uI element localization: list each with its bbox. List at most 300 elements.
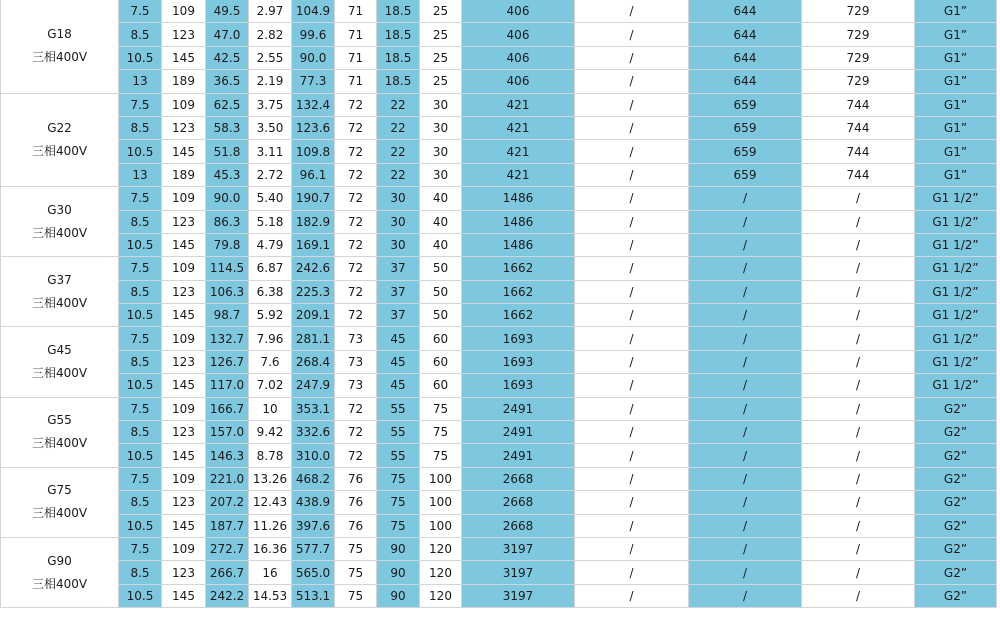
cell-pressure: 10.5 bbox=[119, 140, 162, 163]
cell-col-3: 58.3 bbox=[206, 116, 249, 139]
cell-flow: 123 bbox=[162, 210, 206, 233]
model-phase: 三相400V bbox=[31, 143, 88, 158]
cell-pressure: 7.5 bbox=[119, 537, 162, 560]
cell-col-9: 2668 bbox=[462, 467, 575, 490]
cell-col-9: 1662 bbox=[462, 304, 575, 327]
cell-col-7: 75 bbox=[377, 514, 420, 537]
table-row bbox=[1, 350, 997, 373]
model-cell bbox=[1, 327, 119, 397]
cell-pressure: 10.5 bbox=[119, 46, 162, 69]
cell-col-3: 117.0 bbox=[206, 374, 249, 397]
cell-col-10: / bbox=[575, 350, 689, 373]
cell-col-5: 332.6 bbox=[292, 421, 335, 444]
cell-col-8: 75 bbox=[420, 421, 462, 444]
model-name: G18 bbox=[47, 27, 72, 42]
cell-col-10: / bbox=[575, 70, 689, 93]
cell-col-10: / bbox=[575, 491, 689, 514]
cell-col-4: 4.79 bbox=[249, 233, 292, 256]
cell-col-11: 659 bbox=[689, 140, 802, 163]
model-name: G90 bbox=[47, 553, 72, 568]
cell-col-11: / bbox=[689, 374, 802, 397]
cell-col-8: 30 bbox=[420, 163, 462, 186]
table-row bbox=[1, 514, 997, 537]
cell-col-10: / bbox=[575, 561, 689, 584]
cell-col-7: 75 bbox=[377, 467, 420, 490]
cell-col-8: 30 bbox=[420, 116, 462, 139]
cell-col-9: 2668 bbox=[462, 514, 575, 537]
cell-col-5: 513.1 bbox=[292, 584, 335, 607]
cell-col-7: 18.5 bbox=[377, 70, 420, 93]
cell-col-4: 12.43 bbox=[249, 491, 292, 514]
cell-pressure: 10.5 bbox=[119, 374, 162, 397]
cell-col-11: 644 bbox=[689, 70, 802, 93]
cell-col-5: 182.9 bbox=[292, 210, 335, 233]
cell-col-9: 1486 bbox=[462, 233, 575, 256]
table-row bbox=[1, 444, 997, 467]
cell-col-12: 729 bbox=[802, 70, 915, 93]
cell-col-5: 438.9 bbox=[292, 491, 335, 514]
cell-pressure: 13 bbox=[119, 163, 162, 186]
cell-col-11: 644 bbox=[689, 0, 802, 23]
cell-col-6: 73 bbox=[335, 374, 377, 397]
cell-col-3: 272.7 bbox=[206, 537, 249, 560]
cell-col-7: 45 bbox=[377, 374, 420, 397]
cell-col-4: 3.50 bbox=[249, 116, 292, 139]
cell-col-12: / bbox=[802, 187, 915, 210]
cell-col-6: 71 bbox=[335, 23, 377, 46]
table-row bbox=[1, 140, 997, 163]
cell-col-12: / bbox=[802, 397, 915, 420]
cell-col-10: / bbox=[575, 467, 689, 490]
cell-flow: 109 bbox=[162, 0, 206, 23]
cell-flow: 109 bbox=[162, 537, 206, 560]
cell-col-5: 190.7 bbox=[292, 187, 335, 210]
cell-pressure: 8.5 bbox=[119, 116, 162, 139]
cell-outlet: G1 1/2” bbox=[915, 257, 997, 280]
model-cell bbox=[1, 0, 119, 93]
cell-col-6: 75 bbox=[335, 537, 377, 560]
cell-col-7: 22 bbox=[377, 163, 420, 186]
cell-pressure: 7.5 bbox=[119, 467, 162, 490]
cell-col-3: 132.7 bbox=[206, 327, 249, 350]
cell-outlet: G1 1/2” bbox=[915, 280, 997, 303]
cell-flow: 109 bbox=[162, 93, 206, 116]
model-phase: 三相400V bbox=[31, 295, 88, 310]
cell-col-10: / bbox=[575, 514, 689, 537]
cell-outlet: G1” bbox=[915, 0, 997, 23]
cell-col-3: 266.7 bbox=[206, 561, 249, 584]
cell-col-9: 1693 bbox=[462, 327, 575, 350]
model-phase: 三相400V bbox=[31, 436, 88, 451]
cell-pressure: 10.5 bbox=[119, 304, 162, 327]
cell-col-8: 120 bbox=[420, 561, 462, 584]
cell-col-9: 406 bbox=[462, 46, 575, 69]
cell-flow: 109 bbox=[162, 187, 206, 210]
cell-col-10: / bbox=[575, 584, 689, 607]
cell-col-5: 209.1 bbox=[292, 304, 335, 327]
cell-col-5: 169.1 bbox=[292, 233, 335, 256]
cell-col-12: / bbox=[802, 374, 915, 397]
table-row bbox=[1, 421, 997, 444]
cell-col-4: 3.75 bbox=[249, 93, 292, 116]
cell-outlet: G1 1/2” bbox=[915, 327, 997, 350]
cell-col-10: / bbox=[575, 257, 689, 280]
cell-outlet: G2” bbox=[915, 421, 997, 444]
cell-col-11: / bbox=[689, 210, 802, 233]
cell-col-7: 30 bbox=[377, 210, 420, 233]
cell-col-11: 644 bbox=[689, 23, 802, 46]
model-name: G37 bbox=[47, 272, 72, 287]
cell-col-11: / bbox=[689, 561, 802, 584]
cell-col-12: 729 bbox=[802, 23, 915, 46]
model-cell bbox=[1, 537, 119, 607]
table-row bbox=[1, 561, 997, 584]
cell-pressure: 7.5 bbox=[119, 257, 162, 280]
cell-col-3: 166.7 bbox=[206, 397, 249, 420]
cell-col-6: 72 bbox=[335, 140, 377, 163]
cell-pressure: 8.5 bbox=[119, 561, 162, 584]
cell-col-11: / bbox=[689, 304, 802, 327]
cell-col-5: 132.4 bbox=[292, 93, 335, 116]
cell-flow: 109 bbox=[162, 257, 206, 280]
cell-col-8: 30 bbox=[420, 93, 462, 116]
cell-col-4: 5.92 bbox=[249, 304, 292, 327]
cell-col-10: / bbox=[575, 23, 689, 46]
cell-flow: 123 bbox=[162, 350, 206, 373]
cell-col-4: 16 bbox=[249, 561, 292, 584]
model-cell bbox=[1, 397, 119, 467]
model-phase: 三相400V bbox=[31, 366, 88, 381]
cell-col-6: 72 bbox=[335, 210, 377, 233]
cell-col-3: 146.3 bbox=[206, 444, 249, 467]
cell-col-5: 281.1 bbox=[292, 327, 335, 350]
cell-flow: 123 bbox=[162, 280, 206, 303]
cell-col-8: 40 bbox=[420, 233, 462, 256]
table-row bbox=[1, 187, 997, 210]
cell-pressure: 8.5 bbox=[119, 421, 162, 444]
table-row bbox=[1, 491, 997, 514]
cell-col-6: 73 bbox=[335, 350, 377, 373]
cell-col-3: 62.5 bbox=[206, 93, 249, 116]
cell-col-3: 90.0 bbox=[206, 187, 249, 210]
table-row bbox=[1, 537, 997, 560]
cell-col-9: 421 bbox=[462, 93, 575, 116]
cell-outlet: G1” bbox=[915, 23, 997, 46]
cell-col-9: 421 bbox=[462, 163, 575, 186]
table-row bbox=[1, 467, 997, 490]
cell-col-11: / bbox=[689, 397, 802, 420]
cell-col-6: 72 bbox=[335, 444, 377, 467]
cell-col-7: 18.5 bbox=[377, 46, 420, 69]
cell-col-7: 37 bbox=[377, 304, 420, 327]
table-row bbox=[1, 233, 997, 256]
cell-pressure: 10.5 bbox=[119, 514, 162, 537]
cell-col-5: 90.0 bbox=[292, 46, 335, 69]
table-row bbox=[1, 46, 997, 69]
cell-outlet: G1 1/2” bbox=[915, 350, 997, 373]
cell-col-4: 5.40 bbox=[249, 187, 292, 210]
cell-col-11: 644 bbox=[689, 46, 802, 69]
cell-col-5: 247.9 bbox=[292, 374, 335, 397]
cell-col-7: 55 bbox=[377, 421, 420, 444]
table-row bbox=[1, 210, 997, 233]
cell-pressure: 8.5 bbox=[119, 491, 162, 514]
cell-col-8: 30 bbox=[420, 140, 462, 163]
cell-flow: 145 bbox=[162, 233, 206, 256]
table-row bbox=[1, 397, 997, 420]
table-row bbox=[1, 23, 997, 46]
cell-flow: 145 bbox=[162, 514, 206, 537]
cell-col-9: 3197 bbox=[462, 537, 575, 560]
table-row bbox=[1, 374, 997, 397]
cell-pressure: 13 bbox=[119, 70, 162, 93]
cell-outlet: G2” bbox=[915, 584, 997, 607]
cell-col-10: / bbox=[575, 397, 689, 420]
model-cell bbox=[1, 257, 119, 327]
cell-outlet: G1 1/2” bbox=[915, 210, 997, 233]
cell-col-11: / bbox=[689, 514, 802, 537]
table-row bbox=[1, 280, 997, 303]
cell-col-12: 744 bbox=[802, 93, 915, 116]
cell-col-8: 100 bbox=[420, 467, 462, 490]
cell-col-6: 76 bbox=[335, 467, 377, 490]
cell-col-6: 72 bbox=[335, 304, 377, 327]
cell-col-12: / bbox=[802, 561, 915, 584]
table-row bbox=[1, 93, 997, 116]
cell-col-4: 2.55 bbox=[249, 46, 292, 69]
cell-col-9: 406 bbox=[462, 23, 575, 46]
cell-col-12: / bbox=[802, 467, 915, 490]
cell-col-12: / bbox=[802, 444, 915, 467]
cell-col-11: / bbox=[689, 280, 802, 303]
cell-col-5: 565.0 bbox=[292, 561, 335, 584]
table-row bbox=[1, 163, 997, 186]
cell-col-8: 120 bbox=[420, 584, 462, 607]
cell-pressure: 8.5 bbox=[119, 350, 162, 373]
cell-col-4: 14.53 bbox=[249, 584, 292, 607]
cell-col-7: 30 bbox=[377, 187, 420, 210]
cell-col-9: 1693 bbox=[462, 374, 575, 397]
cell-col-11: / bbox=[689, 584, 802, 607]
cell-col-6: 73 bbox=[335, 327, 377, 350]
cell-col-3: 98.7 bbox=[206, 304, 249, 327]
cell-pressure: 7.5 bbox=[119, 93, 162, 116]
cell-col-10: / bbox=[575, 187, 689, 210]
cell-col-6: 76 bbox=[335, 491, 377, 514]
cell-col-11: 659 bbox=[689, 93, 802, 116]
cell-col-6: 75 bbox=[335, 584, 377, 607]
cell-col-5: 468.2 bbox=[292, 467, 335, 490]
cell-col-8: 50 bbox=[420, 257, 462, 280]
cell-col-10: / bbox=[575, 304, 689, 327]
cell-flow: 123 bbox=[162, 491, 206, 514]
cell-col-8: 25 bbox=[420, 70, 462, 93]
model-name: G22 bbox=[47, 120, 72, 135]
cell-col-6: 72 bbox=[335, 280, 377, 303]
cell-pressure: 10.5 bbox=[119, 584, 162, 607]
model-cell bbox=[1, 187, 119, 257]
cell-flow: 145 bbox=[162, 140, 206, 163]
cell-col-9: 3197 bbox=[462, 561, 575, 584]
cell-col-6: 72 bbox=[335, 93, 377, 116]
cell-col-4: 6.87 bbox=[249, 257, 292, 280]
cell-col-12: / bbox=[802, 537, 915, 560]
cell-col-4: 2.97 bbox=[249, 0, 292, 23]
cell-col-10: / bbox=[575, 46, 689, 69]
cell-col-9: 1693 bbox=[462, 350, 575, 373]
cell-col-5: 104.9 bbox=[292, 0, 335, 23]
cell-col-10: / bbox=[575, 280, 689, 303]
cell-col-9: 406 bbox=[462, 0, 575, 23]
spec-table-body bbox=[1, 0, 997, 608]
cell-col-12: / bbox=[802, 304, 915, 327]
cell-col-11: / bbox=[689, 350, 802, 373]
cell-col-10: / bbox=[575, 374, 689, 397]
cell-outlet: G2” bbox=[915, 467, 997, 490]
cell-col-9: 1486 bbox=[462, 187, 575, 210]
cell-col-12: / bbox=[802, 210, 915, 233]
cell-col-4: 7.02 bbox=[249, 374, 292, 397]
cell-col-4: 5.18 bbox=[249, 210, 292, 233]
cell-col-5: 99.6 bbox=[292, 23, 335, 46]
cell-outlet: G1” bbox=[915, 116, 997, 139]
cell-col-7: 30 bbox=[377, 233, 420, 256]
table-row bbox=[1, 0, 997, 23]
cell-col-5: 77.3 bbox=[292, 70, 335, 93]
model-cell bbox=[1, 93, 119, 187]
cell-col-4: 11.26 bbox=[249, 514, 292, 537]
model-phase: 三相400V bbox=[31, 576, 88, 591]
cell-col-10: / bbox=[575, 140, 689, 163]
cell-flow: 123 bbox=[162, 116, 206, 139]
cell-pressure: 7.5 bbox=[119, 187, 162, 210]
cell-col-4: 6.38 bbox=[249, 280, 292, 303]
cell-outlet: G2” bbox=[915, 491, 997, 514]
cell-col-8: 100 bbox=[420, 491, 462, 514]
cell-col-3: 106.3 bbox=[206, 280, 249, 303]
model-name: G75 bbox=[47, 483, 72, 498]
cell-col-4: 7.6 bbox=[249, 350, 292, 373]
cell-col-12: / bbox=[802, 491, 915, 514]
cell-col-3: 36.5 bbox=[206, 70, 249, 93]
cell-outlet: G2” bbox=[915, 397, 997, 420]
cell-col-8: 25 bbox=[420, 46, 462, 69]
model-cell bbox=[1, 467, 119, 537]
cell-outlet: G2” bbox=[915, 561, 997, 584]
cell-col-3: 49.5 bbox=[206, 0, 249, 23]
cell-outlet: G1 1/2” bbox=[915, 374, 997, 397]
table-row bbox=[1, 116, 997, 139]
cell-col-3: 221.0 bbox=[206, 467, 249, 490]
cell-col-10: / bbox=[575, 421, 689, 444]
cell-col-11: / bbox=[689, 491, 802, 514]
cell-outlet: G1” bbox=[915, 163, 997, 186]
cell-col-4: 16.36 bbox=[249, 537, 292, 560]
cell-col-11: / bbox=[689, 467, 802, 490]
cell-col-6: 75 bbox=[335, 561, 377, 584]
cell-col-6: 76 bbox=[335, 514, 377, 537]
cell-col-4: 7.96 bbox=[249, 327, 292, 350]
cell-col-9: 2668 bbox=[462, 491, 575, 514]
cell-col-3: 79.8 bbox=[206, 233, 249, 256]
cell-outlet: G1 1/2” bbox=[915, 187, 997, 210]
cell-col-11: / bbox=[689, 257, 802, 280]
cell-pressure: 8.5 bbox=[119, 280, 162, 303]
cell-col-7: 90 bbox=[377, 537, 420, 560]
cell-col-12: 744 bbox=[802, 163, 915, 186]
cell-col-5: 397.6 bbox=[292, 514, 335, 537]
cell-col-7: 75 bbox=[377, 491, 420, 514]
cell-col-12: 744 bbox=[802, 116, 915, 139]
cell-outlet: G1” bbox=[915, 70, 997, 93]
cell-col-9: 2491 bbox=[462, 421, 575, 444]
cell-col-9: 1662 bbox=[462, 257, 575, 280]
cell-col-7: 22 bbox=[377, 93, 420, 116]
cell-col-12: / bbox=[802, 350, 915, 373]
cell-col-12: / bbox=[802, 514, 915, 537]
cell-col-12: / bbox=[802, 233, 915, 256]
cell-col-3: 47.0 bbox=[206, 23, 249, 46]
cell-col-7: 22 bbox=[377, 116, 420, 139]
cell-pressure: 7.5 bbox=[119, 397, 162, 420]
cell-flow: 145 bbox=[162, 374, 206, 397]
cell-col-7: 55 bbox=[377, 444, 420, 467]
table-row bbox=[1, 257, 997, 280]
cell-col-8: 120 bbox=[420, 537, 462, 560]
cell-pressure: 8.5 bbox=[119, 23, 162, 46]
cell-flow: 145 bbox=[162, 444, 206, 467]
cell-flow: 189 bbox=[162, 70, 206, 93]
cell-col-9: 2491 bbox=[462, 397, 575, 420]
cell-col-7: 55 bbox=[377, 397, 420, 420]
cell-col-12: 744 bbox=[802, 140, 915, 163]
cell-col-12: 729 bbox=[802, 46, 915, 69]
cell-pressure: 7.5 bbox=[119, 0, 162, 23]
cell-col-7: 18.5 bbox=[377, 23, 420, 46]
cell-col-4: 2.82 bbox=[249, 23, 292, 46]
cell-col-4: 8.78 bbox=[249, 444, 292, 467]
cell-col-11: 659 bbox=[689, 163, 802, 186]
cell-col-9: 1486 bbox=[462, 210, 575, 233]
cell-col-3: 86.3 bbox=[206, 210, 249, 233]
cell-col-8: 100 bbox=[420, 514, 462, 537]
cell-pressure: 10.5 bbox=[119, 233, 162, 256]
cell-col-12: / bbox=[802, 584, 915, 607]
cell-col-8: 75 bbox=[420, 397, 462, 420]
cell-col-6: 71 bbox=[335, 0, 377, 23]
cell-col-8: 50 bbox=[420, 304, 462, 327]
model-name: G30 bbox=[47, 202, 72, 217]
cell-col-7: 22 bbox=[377, 140, 420, 163]
cell-col-10: / bbox=[575, 327, 689, 350]
cell-col-6: 71 bbox=[335, 46, 377, 69]
table-row bbox=[1, 327, 997, 350]
cell-col-7: 18.5 bbox=[377, 0, 420, 23]
cell-col-4: 2.72 bbox=[249, 163, 292, 186]
cell-col-10: / bbox=[575, 116, 689, 139]
cell-col-5: 109.8 bbox=[292, 140, 335, 163]
cell-flow: 109 bbox=[162, 327, 206, 350]
cell-col-8: 60 bbox=[420, 350, 462, 373]
cell-col-11: / bbox=[689, 327, 802, 350]
cell-col-12: 729 bbox=[802, 0, 915, 23]
cell-pressure: 7.5 bbox=[119, 327, 162, 350]
cell-col-8: 40 bbox=[420, 210, 462, 233]
cell-outlet: G1” bbox=[915, 140, 997, 163]
cell-col-11: / bbox=[689, 444, 802, 467]
cell-outlet: G1 1/2” bbox=[915, 304, 997, 327]
cell-col-6: 71 bbox=[335, 70, 377, 93]
